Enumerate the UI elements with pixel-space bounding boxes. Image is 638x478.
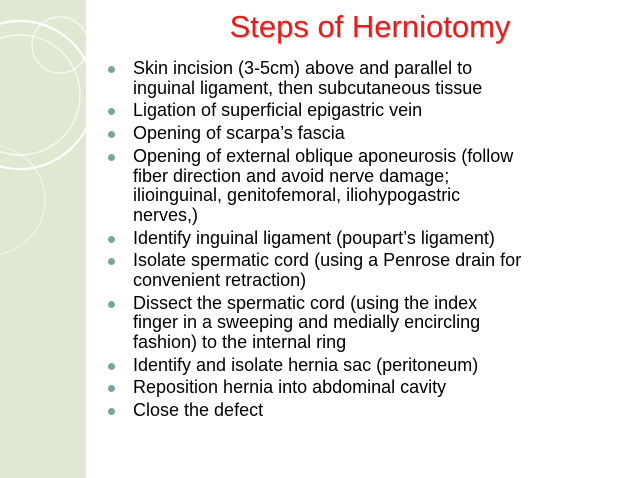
bullet-text: Isolate spermatic cord (using a Penrose drain for	[133, 250, 522, 271]
bullet-text: ilioinguinal, genitofemoral, iliohypogastric	[133, 185, 461, 206]
bullet-text: Ligation of superficial epigastric vein	[133, 100, 423, 121]
bullet-dot-icon	[108, 363, 115, 370]
bullet-text: Identify and isolate hernia sac (peritoneum)	[133, 354, 479, 375]
bullet-text: Identify inguinal ligament (poupart’s ligament)	[133, 227, 495, 248]
bullet-text: finger in a sweeping and medially encircling	[133, 312, 481, 333]
bullet-text: fashion) to the internal ring	[133, 331, 347, 352]
bullet-item	[106, 59, 626, 98]
bullet-text: Opening of external oblique aponeurosis (follow	[133, 145, 514, 166]
bullet-text: Opening of scarpa’s fascia	[133, 123, 345, 144]
bullet-dot-icon	[108, 108, 115, 115]
decorative-rings	[0, 0, 120, 478]
bullet-item	[106, 356, 626, 376]
bullet-item	[106, 101, 626, 121]
bullet-dot-icon	[108, 154, 115, 161]
ring-small	[32, 17, 88, 73]
bullet-item	[106, 147, 626, 225]
bullet-text: convenient retraction)	[133, 269, 307, 290]
bullet-text: fiber direction and avoid nerve damage;	[133, 165, 450, 186]
bullet-text: nerves,)	[133, 204, 199, 225]
bullet-list	[106, 59, 626, 424]
bullet-text: Skin incision (3-5cm) above and parallel to	[133, 58, 473, 78]
slide-title: Steps of Herniotomy	[229, 9, 511, 44]
bullet-dot-icon	[108, 408, 115, 415]
bullet-item	[106, 229, 626, 249]
bullet-item	[106, 401, 626, 421]
bullet-dot-icon	[108, 66, 115, 73]
bullet-text: inguinal ligament, then subcutaneous tissue	[133, 77, 483, 98]
bullet-item	[106, 378, 626, 398]
bullet-dot-icon	[108, 236, 115, 243]
bullet-text: Dissect the spermatic cord (using the index	[133, 292, 478, 313]
ring-lower	[0, 145, 45, 255]
bullet-item	[106, 251, 626, 290]
bullet-dot-icon	[108, 385, 115, 392]
bullet-text: Close the defect	[133, 400, 264, 421]
ring-inner	[0, 35, 80, 155]
bullet-dot-icon	[108, 258, 115, 265]
bullet-item	[106, 124, 626, 144]
bullet-text: Reposition hernia into abdominal cavity	[133, 377, 447, 398]
bullet-dot-icon	[108, 301, 115, 308]
bullet-item	[106, 294, 626, 353]
bullet-dot-icon	[108, 131, 115, 138]
